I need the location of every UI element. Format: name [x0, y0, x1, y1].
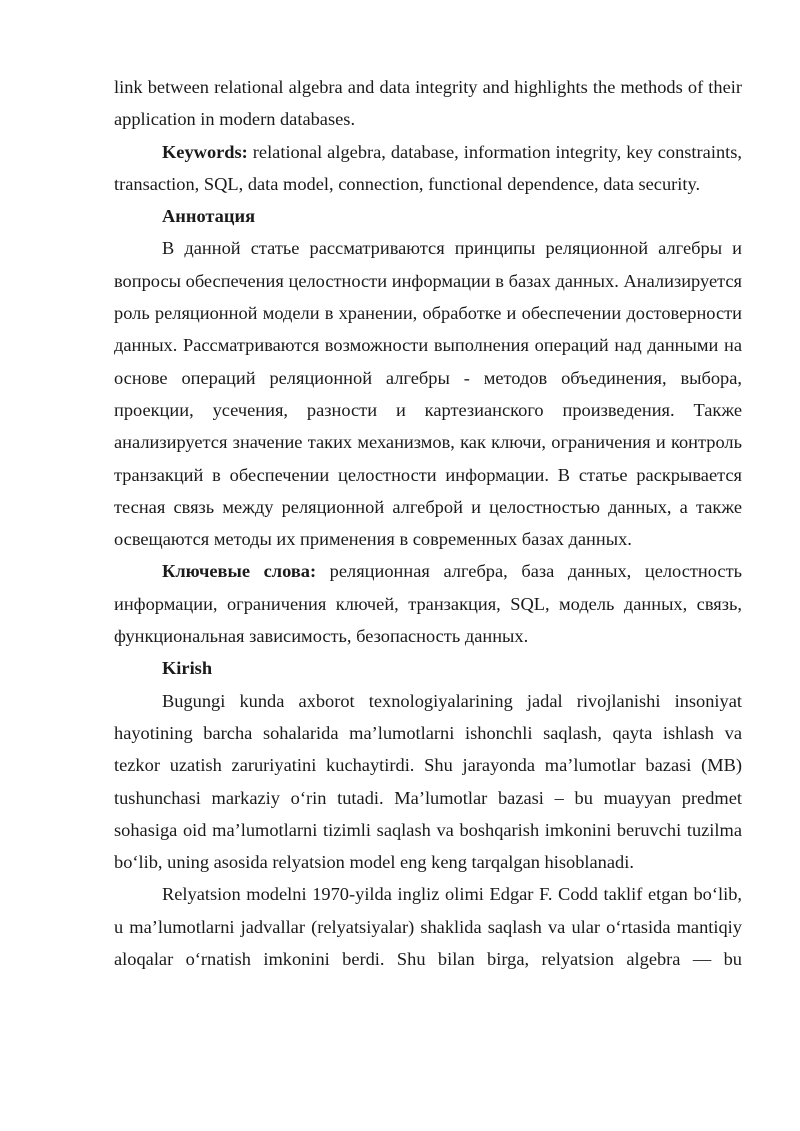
keywords-en — [114, 136, 742, 201]
intro-paragraph-1: Bugungi kunda axborot texnologiyalarining jadal rivojlanishi insoniyat hayotining barcha sohalarida ma’lumotlarni ishonchli saqlash, qayta ishlash va tezkor uzatish zaruriyatini kuchaytirdi. Shu jarayonda ma’lumotlar bazasi (MB) tushunchasi markaziy o‘rin tutadi. Ma’lumotlar bazasi – bu muayyan predmet sohasiga oid ma’lumotlarni tizimli saqlash va boshqarish imkonini beruvchi tuzilma bo‘lib, uning asosida relyatsion model eng keng tarqalgan hisoblanadi. — [114, 690, 742, 873]
keywords-ru-text: реляционная алгебра, база данных, целостность информации, ограничения ключей, транзакция, SQL, модель данных, связь, функциональная зависимость, безопасность данных. — [114, 561, 742, 647]
keywords-ru — [114, 555, 742, 652]
annotation-heading: Аннотация — [162, 206, 256, 227]
keywords-en-text: relational algebra, database, information integrity, key constraints, transaction, SQL, data model, connection, functional dependence, data security. — [114, 141, 742, 194]
keywords-en-label: Keywords: — [162, 141, 248, 162]
keywords-ru-label: Ключевые слова: — [162, 561, 317, 582]
annotation-text: В данной статье рассматриваются принципы реляционной алгебры и вопросы обеспечения целостности информации в базах данных. Анализируется роль реляционной модели в хранении, обработке и обеспечении достоверности данных. Рассматриваются возможности выполнения операций над данными на основе операций реляционной алгебры - методов объединения, выбора, проекции, усечения, разности и картезианского произведения. Также анализируется значение таких механизмов, как ключи, ограничения и контроль транзакций в обеспечении целостности информации. В статье раскрывается тесная связь между реляционной алгеброй и целостностью данных, а также освещаются методы их применения в современных базах данных. — [114, 238, 742, 550]
intro-heading: Kirish — [162, 658, 213, 679]
document-page — [114, 71, 742, 975]
abstract-en-tail: link between relational algebra and data integrity and highlights the methods of their application in modern databases. — [114, 77, 742, 130]
intro-paragraph-2: Relyatsion modelni 1970-yilda ingliz olimi Edgar F. Codd taklif etgan bo‘lib, u ma’lumotlarni jadvallar (relyatsiyalar) shaklida saqlash va ular o‘rtasida mantiqiy aloqalar o‘rnatish imkonini berdi. Shu bilan birga, relyatsion algebra — bu — [114, 884, 742, 970]
